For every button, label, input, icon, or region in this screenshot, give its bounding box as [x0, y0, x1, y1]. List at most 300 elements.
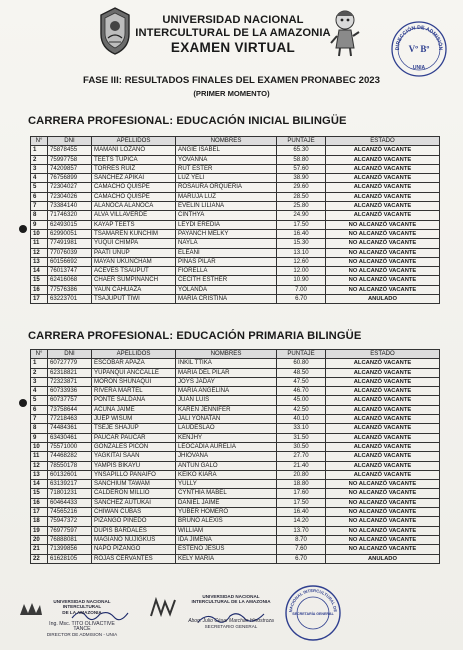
row-names: KAREN JENNIFER — [176, 405, 277, 414]
row-surnames: TSAMAREN KUNCHIM — [92, 229, 176, 238]
row-dni: 63223701 — [48, 295, 92, 304]
table-row — [31, 470, 440, 479]
row-status: ALCANZÓ VACANTE — [326, 405, 440, 414]
row-dni: 60156692 — [48, 257, 92, 266]
row-dni: 62990051 — [48, 229, 92, 238]
row-dni: 78550178 — [48, 461, 92, 470]
row-status: NO ALCANZÓ VACANTE — [326, 498, 440, 507]
row-score: 8.70 — [277, 535, 326, 544]
row-names: NAYLA — [176, 239, 277, 248]
table-row — [31, 220, 440, 229]
row-score: 57.60 — [277, 164, 326, 173]
row-status: ALCANZÓ VACANTE — [326, 359, 440, 368]
row-surnames: YAGKITAI SAAN — [92, 452, 176, 461]
row-surnames: ESCOBAR APAZA — [92, 359, 176, 368]
row-status: ALCANZÓ VACANTE — [326, 433, 440, 442]
col-header-surnames: APELLIDOS — [92, 350, 176, 359]
row-number: 3 — [31, 377, 48, 386]
table-row — [31, 276, 440, 285]
row-names: LEOCADIA AURELIA — [176, 442, 277, 451]
row-number: 11 — [31, 239, 48, 248]
row-surnames: SANCHIUM TAWAM — [92, 480, 176, 489]
row-score: 18.80 — [277, 480, 326, 489]
row-names: MARUJA LUZ — [176, 192, 277, 201]
row-number: 4 — [31, 174, 48, 183]
table-row — [31, 267, 440, 276]
row-surnames: CHAER SUMPINANCH — [92, 276, 176, 285]
row-score: 6.70 — [277, 554, 326, 563]
row-surnames: PAATI UNUP — [92, 248, 176, 257]
secretary-stamp-icon — [284, 584, 342, 642]
row-names: ELEANI — [176, 248, 277, 257]
university-line2: INTERCULTURAL DE LA AMAZONIA — [135, 26, 331, 39]
row-surnames: RIVERA MARTEL — [92, 387, 176, 396]
row-status: ALCANZÓ VACANTE — [326, 396, 440, 405]
row-names: BRUNO ALEXIS — [176, 517, 277, 526]
table-row — [31, 164, 440, 173]
row-status: ALCANZÓ VACANTE — [326, 192, 440, 201]
table-row — [31, 396, 440, 405]
table-row — [31, 535, 440, 544]
row-score: 33.10 — [277, 424, 326, 433]
row-names: MARIA DEL PILAR — [176, 368, 277, 377]
center-sig-line3: Abog. Julio César Marchán Hinostroza — [188, 617, 274, 624]
row-dni: 62318821 — [48, 368, 92, 377]
table-row — [31, 174, 440, 183]
row-number: 12 — [31, 461, 48, 470]
row-surnames: YNSAPILLO PANAIFO — [92, 470, 176, 479]
row-status: NO ALCANZÓ VACANTE — [326, 239, 440, 248]
row-surnames: ALANOCA ALANOCA — [92, 202, 176, 211]
table-header-row — [31, 137, 440, 146]
row-score: 30.50 — [277, 442, 326, 451]
row-number: 10 — [31, 442, 48, 451]
row-status: NO ALCANZÓ VACANTE — [326, 517, 440, 526]
row-number: 16 — [31, 285, 48, 294]
table-row — [31, 211, 440, 220]
table-row — [31, 359, 440, 368]
row-dni: 71801231 — [48, 489, 92, 498]
university-line1: UNIVERSIDAD NACIONAL — [162, 14, 304, 26]
row-dni: 60733936 — [48, 387, 92, 396]
row-names: ANTUN GALO — [176, 461, 277, 470]
row-surnames: CAMACHO QUISPE — [92, 192, 176, 201]
table-row — [31, 285, 440, 294]
row-dni: 77491981 — [48, 239, 92, 248]
row-surnames: MAMANI LOZANO — [92, 146, 176, 155]
row-status: ALCANZÓ VACANTE — [326, 164, 440, 173]
row-number: 12 — [31, 248, 48, 257]
stamp-bottom-text: UNIA — [412, 65, 426, 71]
row-score: 47.50 — [277, 377, 326, 386]
row-score: 14.20 — [277, 517, 326, 526]
row-number: 8 — [31, 424, 48, 433]
row-status: ALCANZÓ VACANTE — [326, 174, 440, 183]
center-sig-line2: INTERCULTURAL DE LA AMAZONIA — [191, 599, 271, 605]
row-surnames: CAMACHO QUISPE — [92, 183, 176, 192]
row-score: 29.60 — [277, 183, 326, 192]
row-score: 21.40 — [277, 461, 326, 470]
row-dni: 60464433 — [48, 498, 92, 507]
table-row — [31, 461, 440, 470]
admission-stamp-icon — [390, 20, 448, 78]
row-number: 2 — [31, 368, 48, 377]
svg-text:UNIVERSIDAD NACIONAL INTERCULT — [284, 584, 338, 613]
row-status: NO ALCANZÓ VACANTE — [326, 220, 440, 229]
row-number: 11 — [31, 452, 48, 461]
row-dni: 73384140 — [48, 202, 92, 211]
row-number: 7 — [31, 415, 48, 424]
row-number: 14 — [31, 480, 48, 489]
row-dni: 75571000 — [48, 442, 92, 451]
row-number: 10 — [31, 229, 48, 238]
row-names: CECITH ESTHER — [176, 276, 277, 285]
row-dni: 63430461 — [48, 433, 92, 442]
row-dni: 74209857 — [48, 164, 92, 173]
row-score: 46.70 — [277, 387, 326, 396]
row-surnames: ALVA VILLAVERDE — [92, 211, 176, 220]
table-row — [31, 405, 440, 414]
row-status: ANULADO — [326, 295, 440, 304]
section1-results-table — [30, 136, 440, 304]
row-status: ALCANZÓ VACANTE — [326, 211, 440, 220]
table-row — [31, 480, 440, 489]
row-names: CYNTHIA MABEL — [176, 489, 277, 498]
row-dni: 71746320 — [48, 211, 92, 220]
row-status: NO ALCANZÓ VACANTE — [326, 526, 440, 535]
row-surnames: DUPIS BARDALES — [92, 526, 176, 535]
row-names: JUAN LUIS — [176, 396, 277, 405]
row-surnames: SANCHEZ AUTUKAI — [92, 498, 176, 507]
row-surnames: GONZALES PICON — [92, 442, 176, 451]
row-names: PINAS PILAR — [176, 257, 277, 266]
col-header-names: NOMBRES — [176, 350, 277, 359]
row-status: ALCANZÓ VACANTE — [326, 146, 440, 155]
row-surnames: NAPO PIZANGO — [92, 545, 176, 554]
table-row — [31, 489, 440, 498]
row-score: 58.80 — [277, 155, 326, 164]
row-status: ALCANZÓ VACANTE — [326, 183, 440, 192]
row-names: KELY MARIA — [176, 554, 277, 563]
left-sig-line4: DIRECTOR DE ADMISION - UNIA — [46, 632, 118, 638]
row-dni: 72323871 — [48, 377, 92, 386]
row-status: ALCANZÓ VACANTE — [326, 470, 440, 479]
table-row — [31, 202, 440, 211]
row-number: 9 — [31, 433, 48, 442]
row-names: YUBER HOMERO — [176, 508, 277, 517]
section1-table-body — [31, 146, 440, 304]
row-dni: 76013747 — [48, 267, 92, 276]
row-status: NO ALCANZÓ VACANTE — [326, 276, 440, 285]
row-status: ALCANZÓ VACANTE — [326, 155, 440, 164]
row-names: ROSAURA ORQUERIA — [176, 183, 277, 192]
footer-stamp-center-text: SECRETARÍA GENERAL — [292, 612, 334, 616]
left-signature-block — [40, 599, 124, 638]
row-names: DANIEL JAIME — [176, 498, 277, 507]
table-row — [31, 498, 440, 507]
row-names: CINTHYA — [176, 211, 277, 220]
row-surnames: MAGIANO NUJIGKUS — [92, 535, 176, 544]
row-score: 25.80 — [277, 202, 326, 211]
row-score: 28.50 — [277, 192, 326, 201]
left-sig-line1: UNIVERSIDAD NACIONAL INTERCULTURAL — [53, 599, 111, 610]
row-status: ALCANZÓ VACANTE — [326, 442, 440, 451]
center-sig-line1: UNIVERSIDAD NACIONAL — [202, 594, 260, 599]
row-names: KEIKO KIARA — [176, 470, 277, 479]
row-dni: 61628105 — [48, 554, 92, 563]
row-names: LUZ YELI — [176, 174, 277, 183]
table-row — [31, 526, 440, 535]
row-status: ALCANZÓ VACANTE — [326, 368, 440, 377]
row-dni: 76977597 — [48, 526, 92, 535]
row-surnames: PONTE SALDAÑA — [92, 396, 176, 405]
table-row — [31, 155, 440, 164]
row-dni: 77576386 — [48, 285, 92, 294]
row-score: 65.30 — [277, 146, 326, 155]
row-score: 42.50 — [277, 405, 326, 414]
row-status: NO ALCANZÓ VACANTE — [326, 229, 440, 238]
row-names: ANGIE ISABEL — [176, 146, 277, 155]
phase-title: FASE III: RESULTADOS FINALES DEL EXAMEN PRONABEC 2023 — [83, 75, 380, 86]
col-header-score: PUNTAJE — [277, 137, 326, 146]
row-status: ANULADO — [326, 554, 440, 563]
table-row — [31, 248, 440, 257]
col-header-dni: DNI — [48, 350, 92, 359]
section1-title: CARRERA PROFESIONAL: EDUCACIÓN INICIAL BILINGÜE — [28, 115, 347, 127]
row-status: NO ALCANZÓ VACANTE — [326, 257, 440, 266]
row-surnames: MAYAN UKUNCHAM — [92, 257, 176, 266]
row-score: 13.70 — [277, 526, 326, 535]
stamp-mid-text: Vº Bº — [408, 44, 430, 54]
col-header-surnames: APELLIDOS — [92, 137, 176, 146]
row-names: YOLANDA — [176, 285, 277, 294]
row-names: JHIOVANA — [176, 452, 277, 461]
row-number: 4 — [31, 387, 48, 396]
table-row — [31, 415, 440, 424]
row-dni: 73758644 — [48, 405, 92, 414]
row-number: 3 — [31, 164, 48, 173]
row-surnames: PIZANGO PINEDO — [92, 517, 176, 526]
table-row — [31, 545, 440, 554]
row-names: INKIL TTIKA — [176, 359, 277, 368]
exam-title: EXAMEN VIRTUAL — [170, 40, 296, 55]
row-names: RUT ESTER — [176, 164, 277, 173]
row-surnames: TSEJE SHAJUP — [92, 424, 176, 433]
row-surnames: TSAJUPUT TIWI — [92, 295, 176, 304]
row-score: 16.40 — [277, 229, 326, 238]
row-number: 9 — [31, 220, 48, 229]
row-surnames: JUEP WISUM — [92, 415, 176, 424]
stamp-top-text: DIRECCIÓN DE ADMISIÓN — [394, 24, 444, 51]
left-sig-line2: DE LA AMAZONIA — [62, 609, 102, 615]
row-score: 20.80 — [277, 470, 326, 479]
row-score: 7.60 — [277, 545, 326, 554]
row-status: NO ALCANZÓ VACANTE — [326, 267, 440, 276]
row-score: 48.50 — [277, 368, 326, 377]
row-surnames: KAYAP TEETS — [92, 220, 176, 229]
row-number: 6 — [31, 192, 48, 201]
row-score: 60.80 — [277, 359, 326, 368]
table-row — [31, 442, 440, 451]
table-row — [31, 146, 440, 155]
table-row — [31, 192, 440, 201]
row-status: NO ALCANZÓ VACANTE — [326, 480, 440, 489]
table-row — [31, 452, 440, 461]
row-score: 17.60 — [277, 489, 326, 498]
row-names: PAYANCH MELKY — [176, 229, 277, 238]
row-surnames: SANCHEZ APIKAI — [92, 174, 176, 183]
center-seal-icon — [148, 596, 178, 620]
row-status: ALCANZÓ VACANTE — [326, 377, 440, 386]
row-score: 16.40 — [277, 508, 326, 517]
row-score: 12.00 — [277, 267, 326, 276]
row-names: YOVANNA — [176, 155, 277, 164]
row-score: 10.90 — [277, 276, 326, 285]
table-row — [31, 424, 440, 433]
row-dni: 63139217 — [48, 480, 92, 489]
row-score: 12.60 — [277, 257, 326, 266]
row-status: NO ALCANZÓ VACANTE — [326, 489, 440, 498]
row-names: KENJHY — [176, 433, 277, 442]
row-surnames: TEETS TUPICA — [92, 155, 176, 164]
row-number: 2 — [31, 155, 48, 164]
row-score: 31.50 — [277, 433, 326, 442]
row-number: 19 — [31, 526, 48, 535]
row-surnames: TORRES RUIZ — [92, 164, 176, 173]
table-row — [31, 508, 440, 517]
row-surnames: ROJAS CERVANTES — [92, 554, 176, 563]
table-row — [31, 554, 440, 563]
row-names: YULLY — [176, 480, 277, 489]
row-status: ALCANZÓ VACANTE — [326, 461, 440, 470]
row-number: 6 — [31, 405, 48, 414]
center-sig-line4: SECRETARIO GENERAL — [204, 623, 258, 629]
row-number: 13 — [31, 470, 48, 479]
row-status: ALCANZÓ VACANTE — [326, 202, 440, 211]
row-status: NO ALCANZÓ VACANTE — [326, 248, 440, 257]
row-number: 1 — [31, 146, 48, 155]
section2-table-body — [31, 359, 440, 564]
row-surnames: ACEVES TSAUPUT — [92, 267, 176, 276]
row-number: 20 — [31, 535, 48, 544]
row-dni: 71399856 — [48, 545, 92, 554]
row-surnames: YAMPIS BIKAYU — [92, 461, 176, 470]
row-dni: 76756899 — [48, 174, 92, 183]
table-row — [31, 387, 440, 396]
table-row — [31, 239, 440, 248]
center-signature-block — [176, 594, 286, 629]
row-dni: 75997758 — [48, 155, 92, 164]
row-number: 17 — [31, 295, 48, 304]
table-row — [31, 517, 440, 526]
row-status: ALCANZÓ VACANTE — [326, 452, 440, 461]
section2-title: CARRERA PROFESIONAL: EDUCACIÓN PRIMARIA BILINGÜE — [28, 330, 362, 342]
col-header-status: ESTADO — [326, 137, 440, 146]
row-dni: 60737757 — [48, 396, 92, 405]
col-header-status: ESTADO — [326, 350, 440, 359]
row-score: 27.70 — [277, 452, 326, 461]
col-header-number: N° — [31, 137, 48, 146]
row-score: 17.50 — [277, 498, 326, 507]
row-names: WILLIAM — [176, 526, 277, 535]
row-score: 38.90 — [277, 174, 326, 183]
table-header-row — [31, 350, 440, 359]
row-surnames: YUPANQUI ANCCALLE — [92, 368, 176, 377]
row-score: 6.70 — [277, 295, 326, 304]
table-row — [31, 229, 440, 238]
row-dni: 62493015 — [48, 220, 92, 229]
row-score: 24.90 — [277, 211, 326, 220]
col-header-names: NOMBRES — [176, 137, 277, 146]
row-score: 45.00 — [277, 396, 326, 405]
row-surnames: ACUÑA JAIME — [92, 405, 176, 414]
row-number: 21 — [31, 545, 48, 554]
left-sig-line3: Ing. Msc. TITO OLIVACTIVE TANCE — [49, 620, 115, 633]
row-names: JOYS JADAY — [176, 377, 277, 386]
footer-stamp-ring-text: NACIONAL INTERCULTURAL DE — [287, 587, 339, 613]
row-number: 7 — [31, 202, 48, 211]
row-surnames: CHIWAN CUBAS — [92, 508, 176, 517]
row-surnames: YUQUI CHIMPA — [92, 239, 176, 248]
row-names: JALI YONATAN — [176, 415, 277, 424]
punch-hole — [19, 399, 27, 407]
row-status: ALCANZÓ VACANTE — [326, 424, 440, 433]
row-number: 15 — [31, 489, 48, 498]
row-dni: 74484361 — [48, 424, 92, 433]
row-dni: 60132601 — [48, 470, 92, 479]
row-number: 17 — [31, 508, 48, 517]
row-dni: 75947372 — [48, 517, 92, 526]
table-row — [31, 377, 440, 386]
row-names: EVELIN LILIANA — [176, 202, 277, 211]
row-surnames: MORON SHUÑAQUI — [92, 377, 176, 386]
row-dni: 77076039 — [48, 248, 92, 257]
col-header-dni: DNI — [48, 137, 92, 146]
row-score: 15.30 — [277, 239, 326, 248]
row-dni: 75878455 — [48, 146, 92, 155]
row-names: LAUDESLAO — [176, 424, 277, 433]
row-surnames: YAUN CAHUAZA — [92, 285, 176, 294]
row-surnames: PAUCAR PAUCAR — [92, 433, 176, 442]
table-row — [31, 183, 440, 192]
row-names: LEYDI EREDIA — [176, 220, 277, 229]
row-number: 22 — [31, 554, 48, 563]
row-number: 16 — [31, 498, 48, 507]
row-score: 13.10 — [277, 248, 326, 257]
row-number: 5 — [31, 183, 48, 192]
row-number: 14 — [31, 267, 48, 276]
row-status: ALCANZÓ VACANTE — [326, 415, 440, 424]
row-status: NO ALCANZÓ VACANTE — [326, 285, 440, 294]
row-number: 5 — [31, 396, 48, 405]
row-status: ALCANZÓ VACANTE — [326, 387, 440, 396]
university-title — [126, 14, 340, 39]
row-dni: 74565216 — [48, 508, 92, 517]
row-status: NO ALCANZÓ VACANTE — [326, 535, 440, 544]
row-score: 17.50 — [277, 220, 326, 229]
row-dni: 72304027 — [48, 183, 92, 192]
row-dni: 62416068 — [48, 276, 92, 285]
moment-subtitle: (PRIMER MOMENTO) — [193, 89, 270, 98]
row-names: ESTENO JESUS — [176, 545, 277, 554]
row-surnames: CALDERON MILLIO — [92, 489, 176, 498]
row-names: MARIA ANGELINA — [176, 387, 277, 396]
row-number: 8 — [31, 211, 48, 220]
row-number: 1 — [31, 359, 48, 368]
row-dni: 77218463 — [48, 415, 92, 424]
table-row — [31, 257, 440, 266]
row-score: 7.00 — [277, 285, 326, 294]
